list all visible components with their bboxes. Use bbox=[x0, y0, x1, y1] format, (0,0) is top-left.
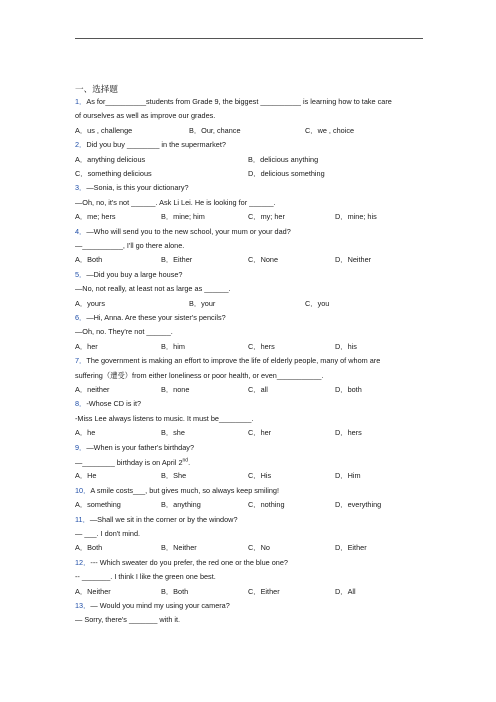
question-text: — Sorry, there's _______ with it. bbox=[75, 615, 181, 625]
answer-option[interactable]: C．her bbox=[248, 428, 272, 438]
answer-option[interactable]: B．him bbox=[161, 341, 185, 351]
question-text: — ___. I don't mind. bbox=[75, 529, 141, 538]
answer-option[interactable]: B．mine; him bbox=[161, 212, 205, 222]
answer-option[interactable]: C．Either bbox=[248, 586, 280, 596]
question-number: 10． bbox=[75, 485, 91, 495]
answer-option[interactable]: B．Both bbox=[161, 586, 189, 596]
answer-option[interactable]: B．your bbox=[189, 298, 216, 308]
question-text: —When is your father's birthday? bbox=[86, 442, 195, 452]
question-stem bbox=[75, 140, 226, 149]
answer-option[interactable]: C．something delicious bbox=[75, 169, 152, 178]
answer-option[interactable]: D．mine; his bbox=[335, 212, 377, 222]
question-stem-line bbox=[75, 615, 180, 624]
answer-option[interactable]: B．she bbox=[161, 428, 185, 438]
section-title: 一、选择题 bbox=[75, 84, 118, 94]
answer-option[interactable]: A．neither bbox=[75, 385, 110, 394]
question-number: 9． bbox=[75, 442, 87, 452]
question-number: 11． bbox=[75, 514, 90, 524]
answer-option[interactable]: B．Our, chance bbox=[189, 125, 241, 135]
answer-option[interactable]: B．She bbox=[161, 471, 187, 481]
answer-option[interactable]: D．All bbox=[335, 586, 356, 596]
question-text: of ourselves as well as improve our grades. bbox=[75, 111, 216, 121]
answer-option[interactable]: A．us , challenge bbox=[75, 125, 133, 135]
answer-option[interactable]: B．Either bbox=[161, 255, 193, 265]
question-stem-line bbox=[75, 529, 140, 538]
question-text: —No, not really, at least not as large as ______. bbox=[75, 284, 231, 294]
answer-option[interactable]: B．delicious anything bbox=[248, 154, 319, 164]
question-text: --- Which sweater do you prefer, the red one or the blue one? bbox=[90, 557, 288, 567]
answer-option[interactable]: A．yours bbox=[75, 298, 106, 308]
question-stem bbox=[75, 227, 291, 236]
question-number: 12． bbox=[75, 557, 91, 567]
answer-option[interactable]: B．Neither bbox=[161, 543, 197, 553]
answer-option[interactable]: A．Both bbox=[75, 255, 103, 265]
question-text: —Who will send you to the new school, your mum or your dad? bbox=[86, 226, 291, 236]
question-number: 3． bbox=[75, 183, 87, 193]
answer-option[interactable]: C．hers bbox=[248, 341, 275, 351]
question-text: — Would you mind my using your camera? bbox=[90, 601, 230, 610]
answer-option[interactable]: D．hers bbox=[335, 428, 362, 438]
question-stem-line bbox=[75, 414, 253, 423]
question-text: —Sonia, is this your dictionary? bbox=[86, 183, 189, 193]
question-text: —________ birthday is on April 2nd. bbox=[75, 458, 191, 468]
question-stem bbox=[75, 270, 183, 279]
question-stem-line bbox=[75, 457, 190, 467]
answer-option[interactable]: C．we , choice bbox=[305, 125, 355, 135]
question-stem-line bbox=[75, 371, 324, 380]
question-text: Did you buy ________ in the supermarket? bbox=[86, 140, 226, 150]
question-stem bbox=[75, 356, 380, 365]
question-text: -- _______. I think I like the green one best. bbox=[75, 572, 216, 582]
answer-option[interactable]: D．his bbox=[335, 341, 357, 351]
question-text: The government is making an effort to improve the life of elderly people, many of whom are bbox=[86, 356, 381, 366]
answer-option[interactable]: A．her bbox=[75, 341, 98, 351]
question-stem-line bbox=[75, 198, 276, 207]
answer-option[interactable]: C．my; her bbox=[248, 212, 285, 222]
question-text: -Whose CD is it? bbox=[86, 399, 142, 409]
answer-option[interactable]: D．delicious something bbox=[248, 169, 325, 178]
question-stem bbox=[75, 313, 226, 322]
question-stem bbox=[75, 443, 194, 452]
question-text: —__________, I'll go there alone. bbox=[75, 241, 185, 250]
answer-option[interactable]: C．His bbox=[248, 471, 272, 481]
answer-option[interactable]: A．He bbox=[75, 471, 97, 481]
question-stem-line bbox=[75, 327, 173, 336]
question-number: 5． bbox=[75, 269, 87, 279]
question-stem bbox=[75, 97, 392, 106]
answer-option[interactable]: B．anything bbox=[161, 500, 201, 510]
question-text: —Hi, Anna. Are these your sister's pencils? bbox=[86, 313, 226, 322]
header-rule bbox=[75, 38, 423, 39]
question-number: 8． bbox=[75, 399, 87, 409]
question-number: 6． bbox=[75, 313, 87, 322]
answer-option[interactable]: A．something bbox=[75, 500, 121, 510]
question-number: 7． bbox=[75, 356, 87, 366]
question-stem bbox=[75, 515, 238, 524]
question-stem-line bbox=[75, 572, 216, 581]
question-text: —Did you buy a large house? bbox=[86, 269, 183, 279]
answer-option[interactable]: A．anything delicious bbox=[75, 154, 146, 164]
question-text: -Miss Lee always listens to music. It must be________. bbox=[75, 413, 254, 423]
answer-option[interactable]: A．he bbox=[75, 428, 96, 438]
question-stem bbox=[75, 399, 141, 408]
answer-option[interactable]: A．Neither bbox=[75, 586, 111, 596]
answer-option[interactable]: C．all bbox=[248, 385, 268, 394]
question-text: —Shall we sit in the corner or by the window? bbox=[89, 514, 238, 524]
question-number: 2． bbox=[75, 140, 87, 150]
question-text: suffering（遭受）from either loneliness or poor health, or even___________. bbox=[75, 370, 324, 380]
question-stem bbox=[75, 486, 279, 495]
question-number: 13． bbox=[75, 601, 91, 610]
answer-option[interactable]: C．nothing bbox=[248, 500, 285, 510]
question-text: —Oh, no. They're not ______. bbox=[75, 327, 173, 337]
question-stem bbox=[75, 558, 288, 567]
question-number: 4． bbox=[75, 226, 87, 236]
question-stem bbox=[75, 183, 189, 192]
question-text: As for__________students from Grade 9, the biggest __________ is learning how to take care bbox=[86, 97, 392, 106]
question-stem-line bbox=[75, 111, 215, 120]
answer-option[interactable]: D．Neither bbox=[335, 255, 372, 265]
answer-option[interactable]: C．No bbox=[248, 543, 270, 553]
answer-option[interactable]: C．None bbox=[248, 255, 279, 265]
answer-option[interactable]: A．me; hers bbox=[75, 212, 116, 222]
answer-option[interactable]: D．everything bbox=[335, 500, 382, 510]
question-stem-line bbox=[75, 284, 231, 293]
question-text: —Oh, no, it's not ______. Ask Li Lei. He is looking for ______. bbox=[75, 197, 276, 207]
question-number: 1． bbox=[75, 97, 87, 106]
answer-option[interactable]: D．Either bbox=[335, 543, 367, 553]
answer-option[interactable]: D．both bbox=[335, 385, 362, 394]
answer-option[interactable]: C．you bbox=[305, 298, 330, 308]
answer-option[interactable]: D．Him bbox=[335, 471, 361, 481]
answer-option[interactable]: B．none bbox=[161, 385, 190, 394]
question-stem bbox=[75, 601, 230, 610]
question-text: A smile costs___, but gives much, so always keep smiling! bbox=[90, 485, 280, 495]
question-stem-line bbox=[75, 241, 184, 250]
answer-option[interactable]: A．Both bbox=[75, 543, 103, 553]
